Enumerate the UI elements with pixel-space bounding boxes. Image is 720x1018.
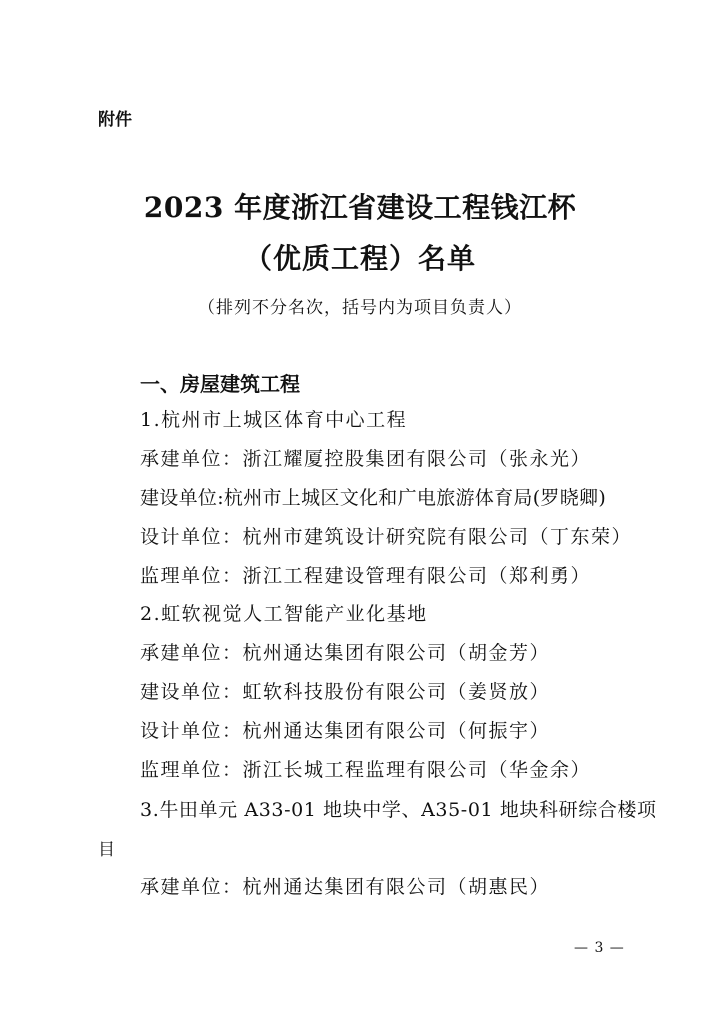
project-line: 设计单位：杭州市建筑设计研究院有限公司（丁东荣） (140, 526, 633, 548)
section-heading: 一、房屋建筑工程 (140, 372, 300, 396)
project-line: 监理单位：浙江长城工程监理有限公司（华金余） (140, 759, 592, 781)
project-line: 设计单位：杭州通达集团有限公司（何振宇） (140, 720, 551, 742)
project-line: 建设单位：虹软科技股份有限公司（姜贤放） (140, 681, 551, 703)
project-line: 承建单位：杭州通达集团有限公司（胡惠民） (140, 876, 551, 898)
ordering-note: （排列不分名次，括号内为项目负责人） (198, 298, 522, 318)
project-title: 3.牛田单元 A33-01 地块中学、A35-01 地块科研综合楼项 (140, 799, 657, 821)
project-title: 1.杭州市上城区体育中心工程 (140, 409, 408, 431)
document-title-line-2: （优质工程）名单 (243, 242, 476, 275)
attachment-label: 附件 (98, 110, 132, 130)
project-line: 承建单位：杭州通达集团有限公司（胡金芳） (140, 642, 551, 664)
project-title-wrap: 目 (98, 840, 115, 860)
document-title-line-1: 2023 年度浙江省建设工程钱江杯 (143, 191, 577, 224)
project-line: 承建单位：浙江耀厦控股集团有限公司（张永光） (140, 448, 592, 470)
project-line: 监理单位：浙江工程建设管理有限公司（郑利勇） (140, 565, 592, 587)
project-title: 2.虹软视觉人工智能产业化基地 (140, 603, 428, 625)
page-number: — 3 — (574, 940, 625, 956)
project-line: 建设单位:杭州市上城区文化和广电旅游体育局(罗晓卿) (140, 487, 607, 509)
